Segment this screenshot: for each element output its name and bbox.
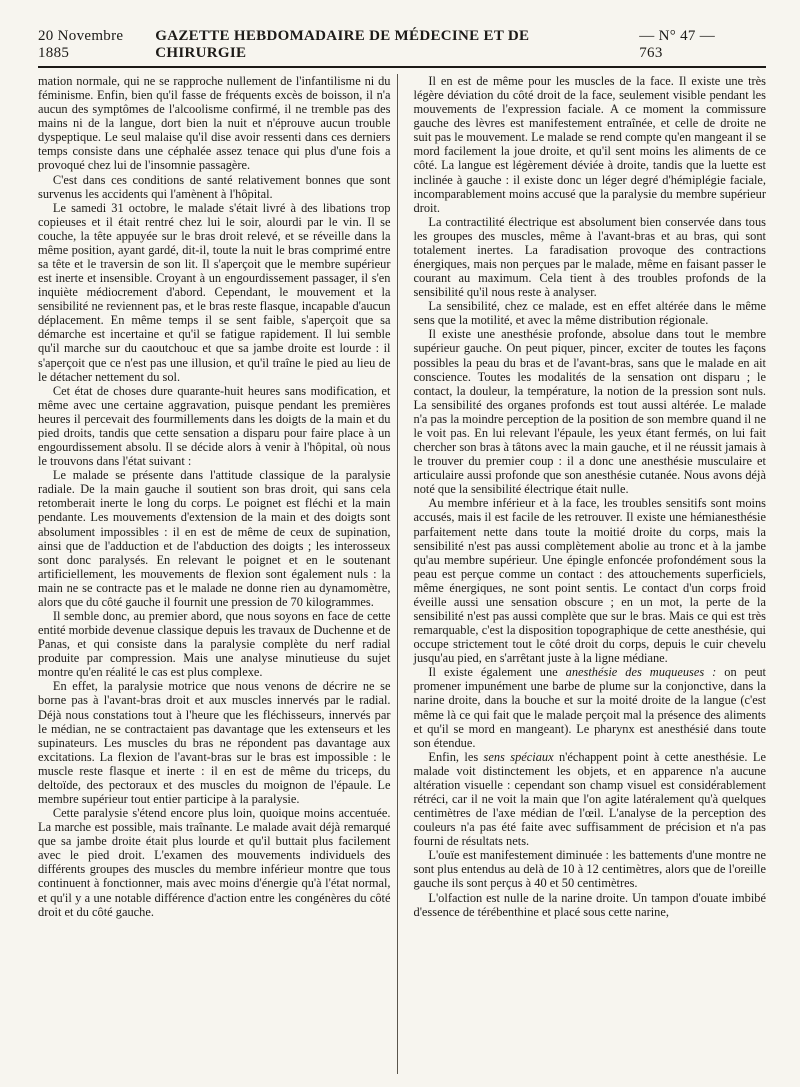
paragraph: Cette paralysie s'étend encore plus loin, quoique moins accentuée. La marche est possible, mais traînante. Le malade avait déjà remarqué que sa jambe droite était plus lourde et qu'il buttait plus facilement avec le pied droit. L'examen des mouvements individuels des différents groupes des muscles du membre inférieur montre que tous continuent à fonctionner, mais avec moins d'énergie qu'à l'état normal, et qu'il y a une notable différence d'action entre les congénères du côté droit et du côté gauche.: [38, 806, 391, 919]
paragraph: Le samedi 31 octobre, le malade s'était livré à des libations trop copieuses et il était rentré chez lui le soir, alourdi par le vin. Il se couche, la tête appuyée sur le bras droit relevé, et se réveille dans la même position, ayant gardé, dit-il, toute la nuit le bras comprimé entre sa tête et le traversin de son lit. Il s'aperçoit que le membre supérieur est inerte et insensible. Croyant à un engourdissement passager, il s'en inquiète médiocrement d'abord. Cependant, le mouvement et la sensibilité ne reviennent pas, et le bras reste flasque, incapable d'aucun déplacement. En même temps il se sent faible, s'aperçoit que sa démarche est incertaine et qu'il se fatigue rapidement. Il lui semble qu'il marche sur du caoutchouc et que sa jambe droite est lourde : il s'aperçoit que ce n'est pas une illusion, et qu'il traîne le pied au lieu de le détacher nettement du sol.: [38, 200, 391, 384]
page-number: 763: [639, 45, 663, 61]
paragraph: Le malade se présente dans l'attitude classique de la paralysie radiale. De la main gauche il soutient son bras droit, qui sans cela retomberait inerte le long du corps. Le poignet est fléchi et la main pendante. Les mouvements d'extension de la main et des doigts sont absolument impossibles : il en est de même de ceux de supination, ainsi que de l'adduction et de l'abduction des doigts ; les interosseux sont donc paralysés. En relevant le poignet et en le soutenant artificiellement, les mouvements de flexion sont également nuls : la main ne se contracte pas et le malade ne donne rien au dynamomètre, alors que du côté gauche il fournit une pression de 70 kilogrammes.: [38, 468, 391, 609]
italic-term: sens spéciaux: [483, 749, 554, 764]
issue-info: [611, 28, 766, 62]
paragraph: L'olfaction est nulle de la narine droite. Un tampon d'ouate imbibé d'essence de térébenthine et placé sous cette narine,: [413, 890, 766, 919]
paragraph: Cet état de choses dure quarante-huit heures sans modification, et même avec une certaine aggravation, puisque pendant les premières heures il percevait des fourmillements dans les doigts de la main et du pied droits, tandis que cette sensation a disparu pour faire place à un engourdissement absolu. Il se décide alors à venir à l'hôpital, où nous le trouvons dans l'état suivant :: [38, 383, 391, 469]
paragraph-text: Il existe également une: [428, 665, 566, 680]
paragraph: L'ouïe est manifestement diminuée : les battements d'une montre ne sont plus entendus au delà de 10 à 12 centimètres, alors que de l'oreille gauche ils sont perçus à 40 et 50 centimètres.: [413, 848, 766, 891]
paragraph: Au membre inférieur et à la face, les troubles sensitifs sont moins accusés, mais il est facile de les retrouver. Il existe une hémianesthésie parfaitement nette dans toute la moitié droite du corps, mais la sensibilité n'est pas aussi complètement abolie au tronc et à la jambe qu'au membre supérieur. Une épingle enfoncée profondément sous la peau est perçue comme un contact : des attouchements superficiels, même énergiques, ne sont point sentis. Le contact d'un corps froid éveille aussi une sensation obscure ; en un mot, la perte de la sensibilité n'est pas aussi complète que sur le bras. Mais ce qui est très remarquable, c'est la disposition topographique de cette anesthésie, qui occupe strictement tout le côté droit du corps, depuis le cuir chevelu jusqu'au pied, en s'arrêtant juste à la ligne médiane.: [413, 496, 766, 666]
paragraph: [414, 750, 767, 849]
right-column: [410, 74, 767, 1074]
paragraph-text: n'échappent point à cette anesthésie. Le malade voit distinctement les objets, et en apparence n'a aucune altération visuelle : cependant son champ visuel est considérablement rétréci, car il ne voit la main que l'on agite latéralement qu'à quelques centimètres de l'axe médian de l'œil. L'analyse de la perception des couleurs n'a pas été faite avec suffisamment de précision et n'a pas fourni de résultats nets.: [413, 749, 766, 849]
paragraph: Il existe une anesthésie profonde, absolue dans tout le membre supérieur gauche. On peut piquer, pincer, exciter de toutes les façons possibles la peau du bras et de l'avant-bras, sans que le malade en ait conscience. Toutes les modalités de la sensation ont disparu ; le contact, la douleur, la température, la notion de la pression sont nuls. La sensibilité des organes profonds est tout aussi altérée. Le malade n'a pas la moindre perception de la position de son membre quand il ne le voit pas. En lui relevant l'épaule, les yeux étant fermés, on lui fait chercher son bras à tâtons avec la main gauche, et il ne réussit jamais à le trouver du premier coup : il a donc une anesthésie musculaire et articulaire aussi profonde que son anesthésie cutanée. Nous avons déjà noté que la sensibilité électrique était nulle.: [413, 327, 766, 497]
paragraph: En effet, la paralysie motrice que nous venons de décrire ne se borne pas à l'avant-bras droit et aux muscles innervés par le radial. Déjà nous constations tout à l'heure que les fléchisseurs, innervés par le médian, ne se contractaient pas davantage que les extenseurs et les supinateurs. Les muscles du bras ne répondent pas davantage aux excitations. La flexion de l'avant-bras sur le bras est impossible : le muscle reste flasque et inerte : il en est de même du triceps, du deltoïde, des pectoraux et des muscles du moignon de l'épaule. Le membre supérieur tout entier participe à la paralysie.: [38, 679, 391, 806]
text-columns: [38, 74, 766, 1074]
paragraph: C'est dans ces conditions de santé relativement bonnes que sont survenus les accidents qui l'amènent à l'hôpital.: [38, 172, 391, 201]
italic-term: anesthésie des muqueuses :: [565, 665, 717, 680]
running-header: [38, 28, 766, 68]
paragraph: La sensibilité, chez ce malade, est en effet altérée dans le même sens que la motilité, et avec la même distribution régionale.: [413, 299, 766, 328]
paragraph: Il en est de même pour les muscles de la face. Il existe une très légère déviation du côté droit de la face, seulement visible pendant les mouvements de l'expression faciale. A ce moment la commissure gauche des lèvres est manifestement entraînée, et celle de droite ne suit pas le mouvement. Le malade se rend compte qu'en mangeant il se mord facilement la joue droite, et qu'il sent moins les aliments de ce côté. La langue est légèrement déviée à droite, tandis que la luette est inclinée à gauche : il existe donc un léger degré d'hémiplégie faciale, incomparablement moins accusé que la paralysie du membre supérieur droit.: [413, 74, 766, 215]
paragraph-text: Enfin, les: [428, 749, 484, 764]
journal-title: GAZETTE HEBDOMADAIRE DE MÉDECINE ET DE CHIRURGIE: [155, 28, 530, 61]
issue-number: — N° 47 —: [639, 28, 716, 44]
left-column: [38, 74, 398, 1074]
issue-date: 20 Novembre 1885: [38, 28, 124, 61]
paragraph: mation normale, qui ne se rapproche nullement de l'infantilisme ni du féminisme. Enfin, bien qu'il fasse de fréquents excès de boisson, il n'a aucun des symptômes de l'alcoolisme confirmé, il ne tremble pas des mains ni de la langue, dort bien la nuit et n'éprouve aucun trouble dyspeptique. Le seul malaise qu'il dise avoir ressenti dans ces derniers temps consiste dans une céphalée assez tenace qui plus d'une fois a provoqué chez lui de l'insomnie passagère.: [38, 74, 391, 173]
paragraph: [414, 665, 767, 749]
paragraph-text: on peut promener impunément une barbe de plume sur la conjonctive, dans la narine droite, dans la bouche et sur la moité droite de la langue (c'est même là ce qui fait que le malade perçoit mal la présence des aliments et qu'il se mord en mangeant). Le pharynx est anesthésié dans toute son étendue.: [413, 665, 766, 750]
paragraph: Il semble donc, au premier abord, que nous soyons en face de cette entité morbide devenue classique depuis les travaux de Duchenne et de Panas, et qui consiste dans la paralysie complète du nerf radial produite par compression. Mais une analyse minutieuse du sujet montre qu'en réalité le cas est plus complexe.: [38, 608, 391, 680]
paragraph: La contractilité électrique est absolument bien conservée dans tous les groupes des muscles, même à l'avant-bras et au bras, qui sont totalement inertes. La faradisation provoque des contractions énergiques, mais non perçues par le malade, même en faisant passer le courant au maximum. Cela tient à des troubles profonds de la sensibilité qu'il nous reste à analyser.: [413, 214, 766, 300]
